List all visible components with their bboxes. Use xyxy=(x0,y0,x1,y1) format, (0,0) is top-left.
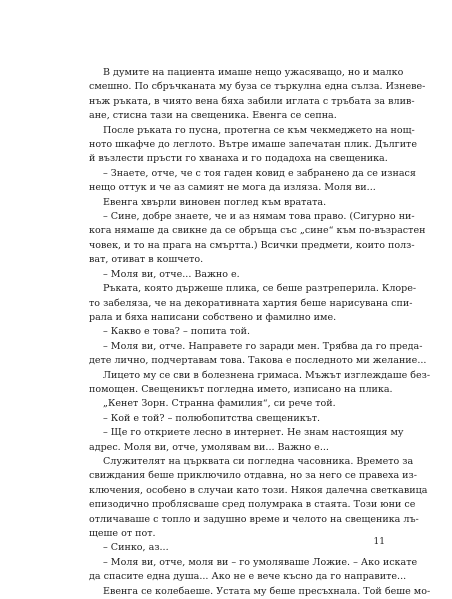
text-line: – Сине, добре знаете, че и аз нямам това право. (Сигурно ни- xyxy=(103,211,415,223)
text-line: ното шкафче до леглото. Вътре имаше запечатан плик. Дългите xyxy=(89,139,417,151)
text-line: щеше от пот. xyxy=(89,528,156,539)
text-line: човек, и то на прага на смъртта.) Всички предмети, които полз- xyxy=(89,239,415,251)
text-line: адрес. Моля ви, отче, умолявам ви... Важно е... xyxy=(89,441,329,453)
text-line: Служителят на църквата си погледна часовника. Времето за xyxy=(103,455,414,467)
paragraph xyxy=(89,167,416,196)
paragraph xyxy=(89,325,381,339)
text-line: Евенга се колебаеше. Устата му беше пресъхнала. Той беше мо- xyxy=(103,585,431,597)
text-line: рала и бяха написани собствено и фамилно име. xyxy=(89,311,337,323)
paragraph xyxy=(89,210,426,268)
paragraph xyxy=(89,196,381,210)
text-line: помощен. Свещеникът погледна името, изписано на плика. xyxy=(89,383,393,395)
text-line: – Какво е това? – попита той. xyxy=(103,326,251,338)
page-number: 11 xyxy=(373,537,385,547)
text-line: то забеляза, че на декоративната хартия беше нарисувана спи- xyxy=(89,297,413,309)
text-line: й възлести пръсти го хванаха и го подадоха на свещеника. xyxy=(89,153,388,165)
text-line: – Синко, аз... xyxy=(103,542,169,554)
paragraph xyxy=(89,556,418,585)
paragraph xyxy=(89,541,381,555)
text-line: Евенга хвърли виновен поглед към вратата. xyxy=(103,196,327,208)
text-line: нъж ръката, в чиято вена бяха забили иглата с тръбата за влив- xyxy=(89,95,415,107)
text-line: да спасите една душа... Ако не е вече късно да го направите... xyxy=(89,571,407,583)
text-line: свиждания беше приключило отдавна, но за него се правеха из- xyxy=(89,470,417,482)
text-line: – Кой е той? – полюбопитства свещеникът. xyxy=(103,412,321,424)
text-line: ане, стисна тази на свещеника. Евенга се сепна. xyxy=(89,110,337,122)
text-line: дете лично, подчертавам това. Такова е последното ми желание... xyxy=(89,355,427,367)
paragraph xyxy=(89,585,431,599)
paragraph xyxy=(89,412,381,426)
text-line: смешно. По сбръчканата му буза се търкулна една сълза. Изневе- xyxy=(89,81,426,93)
text-line: ключения, особено в случаи като този. Някоя далечна светкавица xyxy=(89,484,428,496)
text-line: После ръката го пусна, протегна се към чекмеджето на нощ- xyxy=(103,124,415,136)
text-line: В думите на пациента имаше нещо ужасяващо, но и малко xyxy=(103,67,404,78)
paragraph xyxy=(89,369,431,398)
text-line: кога нямаше да свикне да се обръща със „сине“ към по-възрастен xyxy=(89,225,426,237)
text-line: – Ще го откриете лесно в интернет. Не знам настоящия му xyxy=(103,427,404,439)
text-line: нещо оттук и че аз самият не мога да излязa. Моля ви... xyxy=(89,182,376,194)
text-line: – Моля ви, отче, моля ви – го умоляваше Ложие. – Ако искате xyxy=(103,556,418,568)
text-line: – Моля ви, отче... Важно е. xyxy=(103,268,240,280)
text-line: – Моля ви, отче. Направете го заради мен. Трябва да го преда- xyxy=(103,340,423,352)
paragraph xyxy=(89,455,428,541)
text-line: „Кенет Зорн. Странна фамилия“, си рече той. xyxy=(103,398,336,410)
text-line: отличаваше с топло и задушно време и челото на свещеника лъ- xyxy=(89,513,419,525)
text-line: Лицето му се сви в болезнена гримаса. Мъжът изглеждаше без- xyxy=(103,369,431,381)
text-line: – Знаете, отче, че с тоя гаден ковид е забранено да се изнася xyxy=(103,167,416,179)
paragraph xyxy=(89,66,426,124)
paragraph xyxy=(89,268,381,282)
paragraph xyxy=(89,282,417,325)
paragraph xyxy=(89,426,404,455)
body-text xyxy=(89,66,431,599)
paragraph xyxy=(89,340,427,369)
paragraph xyxy=(89,124,417,167)
paragraph xyxy=(89,397,381,411)
text-line: ват, отиват в кошчето. xyxy=(89,254,204,266)
text-line: Ръката, която държеше плика, се беше разтреперила. Клоре- xyxy=(103,283,417,295)
text-line: епизодично проблясваше сред полумрака в стаята. Този юни се xyxy=(89,499,416,511)
